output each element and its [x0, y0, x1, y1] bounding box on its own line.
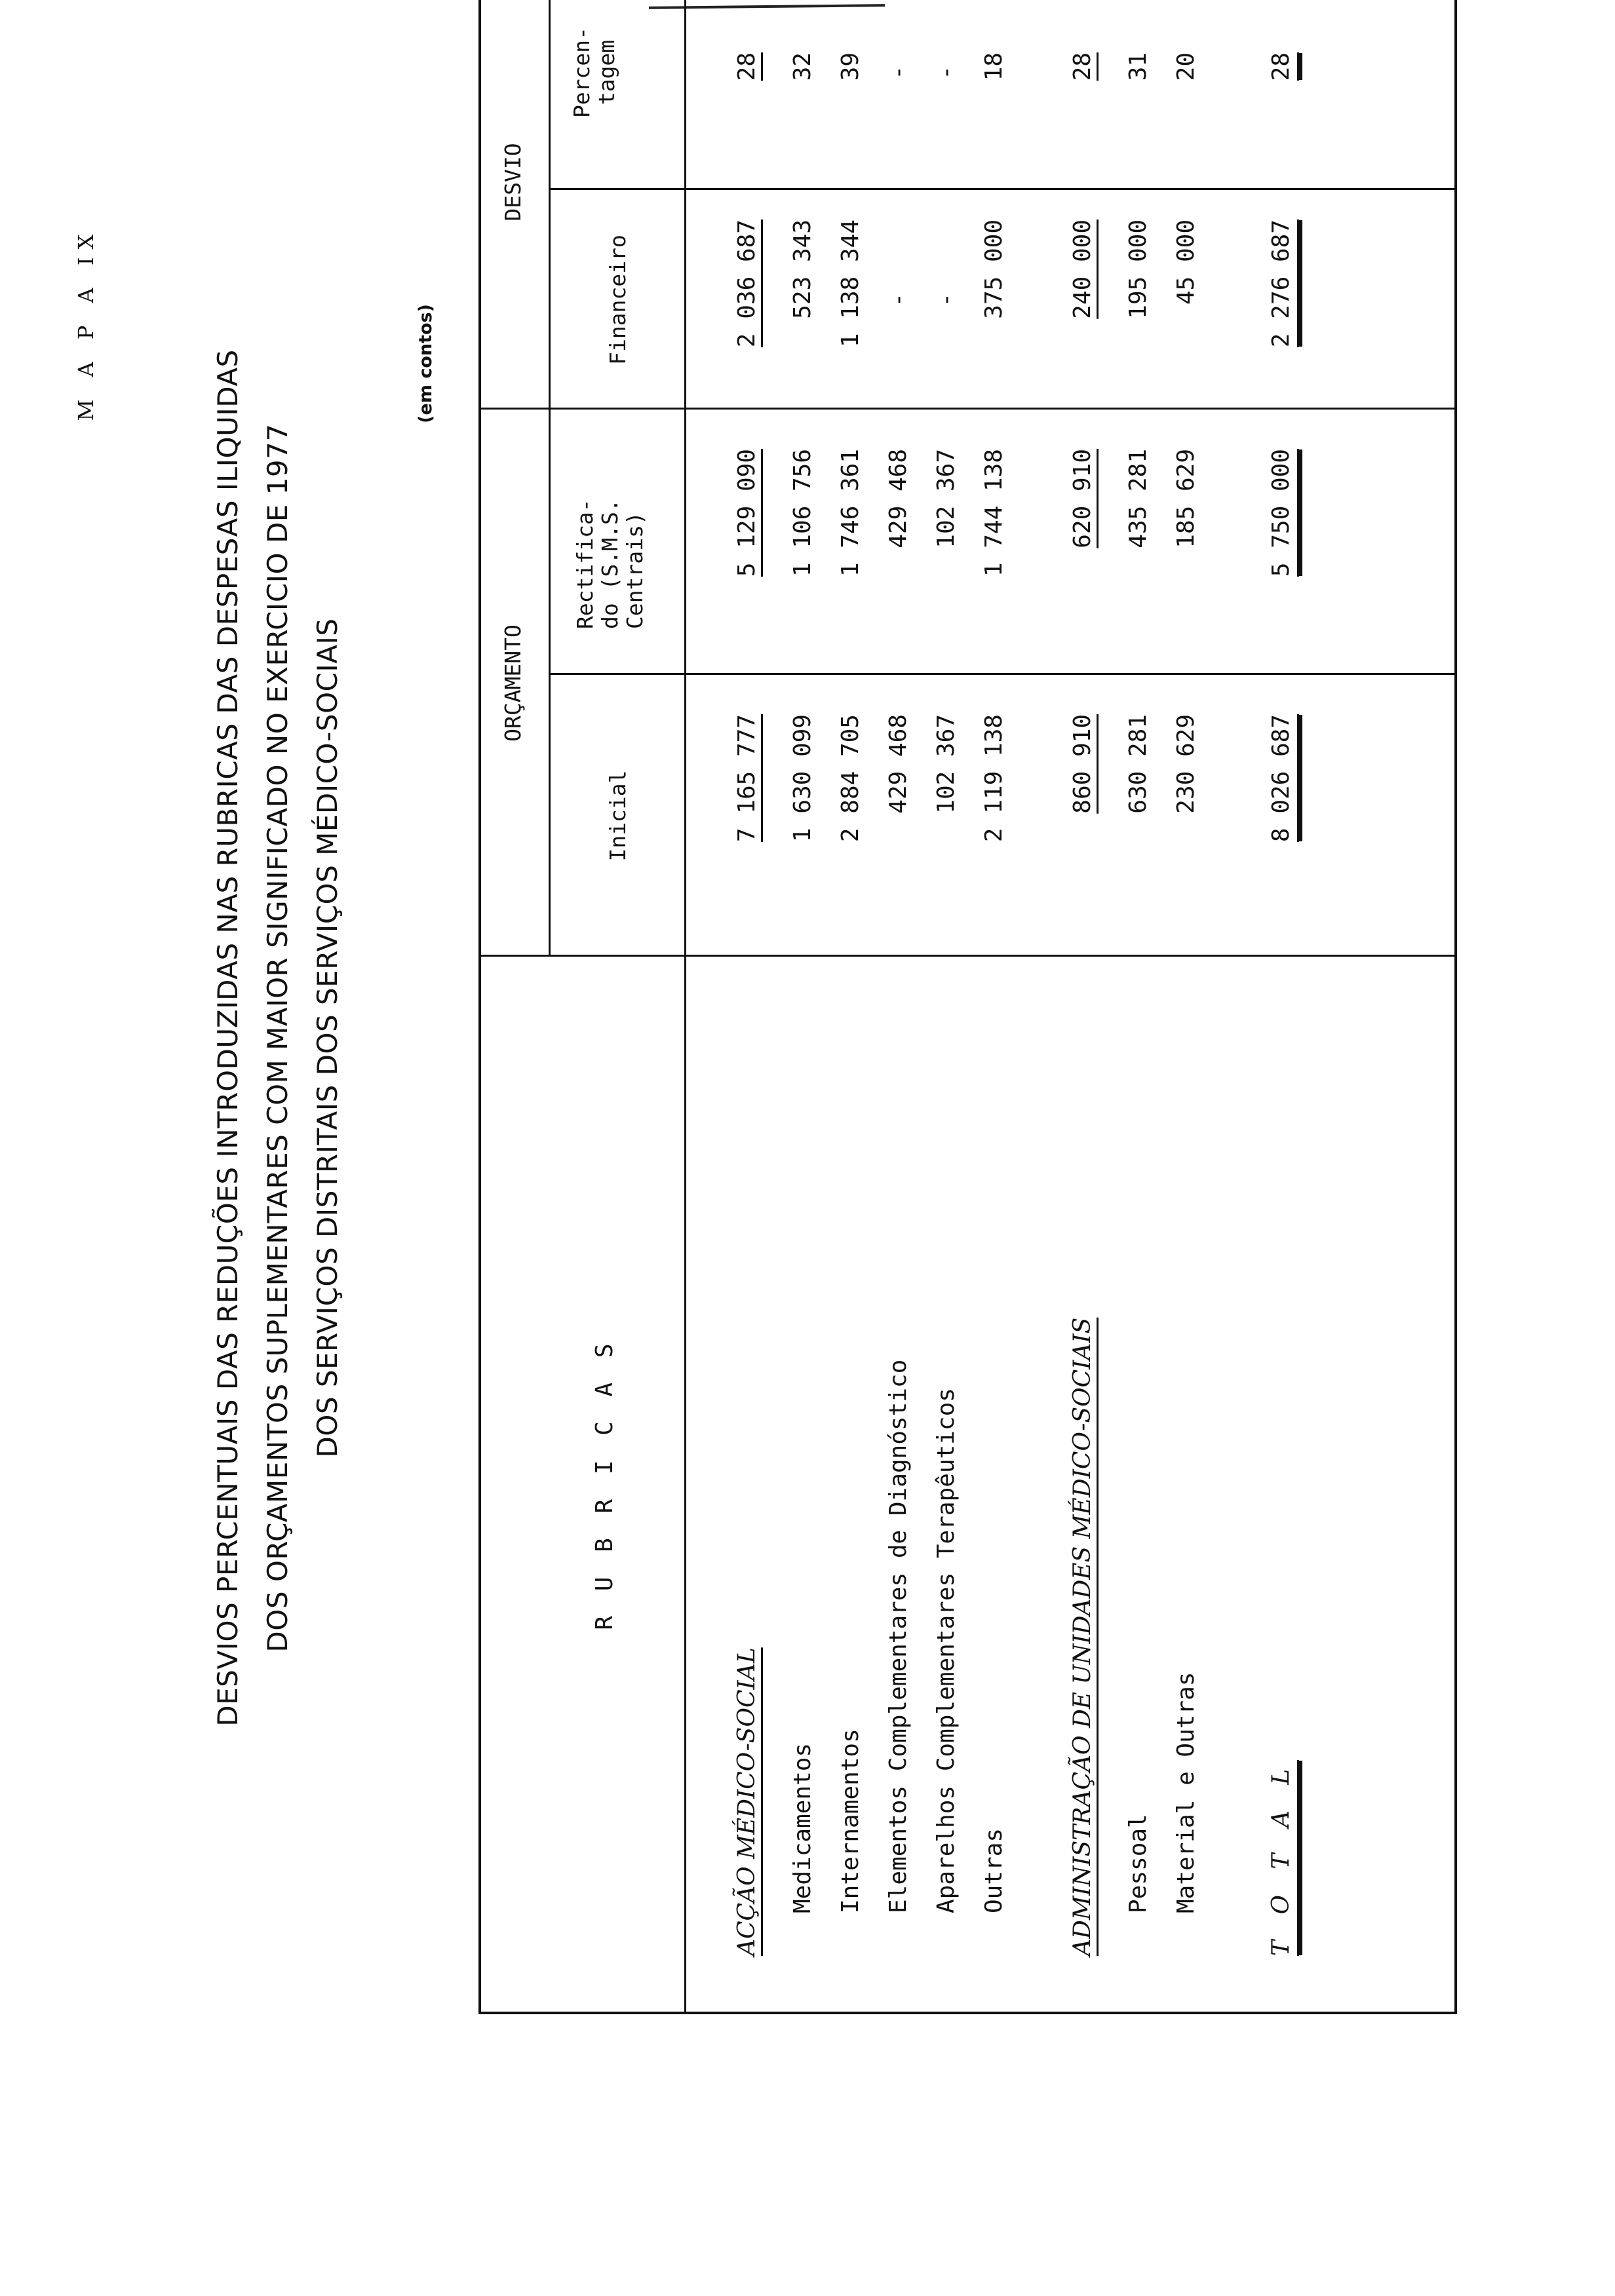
cell-percentagem: 20: [1173, 52, 1199, 81]
cell-inicial: 429 468: [885, 714, 912, 814]
cell-rectificado: 5 129 090: [733, 449, 760, 577]
cell-financeiro: 2 036 687: [733, 220, 760, 348]
row-label-outras: Outras: [981, 1827, 1007, 1913]
row-label-pessoal: Pessoal: [1125, 1814, 1152, 1913]
row-label-accao: ACÇÃO MÉDICO-SOCIAL: [733, 1647, 760, 1956]
cell-financeiro: 2 276 687: [1268, 220, 1294, 410]
header-inicial: Inicial: [605, 770, 631, 862]
cell-rectificado: 435 281: [1125, 449, 1152, 548]
cell-financeiro: 375 000: [981, 220, 1007, 319]
cell-percentagem: 18: [981, 52, 1007, 81]
title-line-1: DESVIOS PERCENTUAIS DAS REDUÇÕES INTRODUZIDAS NAS RUBRICAS DAS DESPESAS ILIQUIDAS: [212, 349, 244, 1727]
cell-inicial: 230 629: [1173, 714, 1199, 814]
cell-percentagem: 39: [837, 52, 864, 81]
cell-percentagem: 28: [1268, 52, 1294, 190]
cell-rectificado: 5 750 000: [1268, 449, 1294, 675]
header-financeiro: Financeiro: [605, 235, 631, 365]
title-line-3: DOS SERVIÇOS DISTRITAIS DOS SERVIÇOS MÉDICO-SOCIAIS: [311, 618, 343, 1458]
header-percentagem: Percen- tagem: [569, 26, 619, 119]
cell-financeiro: 1 138 344: [837, 220, 864, 348]
cell-financeiro: 45 000: [1173, 220, 1199, 305]
cell-inicial: 860 910: [1069, 714, 1096, 814]
cell-rectificado: 620 910: [1069, 449, 1096, 548]
cell-financeiro: -: [885, 292, 912, 307]
cell-percentagem: -: [885, 66, 912, 80]
cell-rectificado: 1 746 361: [837, 449, 864, 577]
cell-percentagem: 31: [1125, 52, 1152, 81]
row-label-medicamentos: Medicamentos: [789, 1742, 816, 1913]
document-title: [203, 252, 353, 1824]
cell-percentagem: 28: [1069, 52, 1096, 81]
cell-financeiro: 195 000: [1125, 220, 1152, 319]
budget-table: [478, 0, 1457, 2014]
cell-inicial: 1 630 099: [789, 714, 816, 843]
row-label-internamentos: Internamentos: [837, 1729, 864, 1913]
row-label-total: T O T A L: [1268, 1760, 1294, 1956]
header-bottom-rule: [684, 0, 686, 2012]
unit-note: (em contos): [416, 304, 436, 423]
row-label-material: Material e Outras: [1173, 1672, 1199, 1913]
cell-inicial: 2 884 705: [837, 714, 864, 843]
cell-inicial: 8 026 687: [1268, 714, 1294, 957]
cell-rectificado: 1 744 138: [981, 449, 1007, 577]
cell-inicial: 630 281: [1125, 714, 1152, 814]
row-label-aparelhos: Aparelhos Complementares Terapêuticos: [933, 1388, 960, 1913]
header-rectificado: Rectifica- do (S.M.S. Centrais): [572, 499, 648, 629]
cell-rectificado: 102 367: [933, 449, 960, 548]
header-orcamento: ORÇAMENTO: [500, 624, 526, 742]
title-line-2: DOS ORÇAMENTOS SUPLEMENTARES COM MAIOR SIGNIFICADO NO EXERCICIO DE 1977: [262, 423, 294, 1653]
cell-percentagem: -: [933, 66, 960, 80]
header-rubricas: R U B R I C A S: [591, 1338, 618, 1630]
row-label-administracao: ADMINISTRAÇÃO DE UNIDADES MÉDICO-SOCIAIS: [1069, 1317, 1096, 1956]
cell-financeiro: -: [933, 292, 960, 307]
row-label-elementos: Elementos Complementares de Diagnóstico: [885, 1359, 912, 1913]
cell-inicial: 2 119 138: [981, 714, 1007, 843]
cell-rectificado: 1 106 756: [789, 449, 816, 577]
map-label: M A P A IX: [73, 226, 98, 421]
cell-rectificado: 429 468: [885, 449, 912, 548]
cell-rectificado: 185 629: [1173, 449, 1199, 548]
cell-inicial: 102 367: [933, 714, 960, 814]
cell-financeiro: 240 000: [1069, 220, 1096, 319]
cell-percentagem: 32: [789, 52, 816, 81]
cell-financeiro: 523 343: [789, 220, 816, 319]
header-subdivider: [549, 0, 551, 957]
cell-inicial: 7 165 777: [733, 714, 760, 843]
header-desvio: DESVIO: [500, 143, 526, 221]
cell-percentagem: 28: [733, 52, 760, 81]
